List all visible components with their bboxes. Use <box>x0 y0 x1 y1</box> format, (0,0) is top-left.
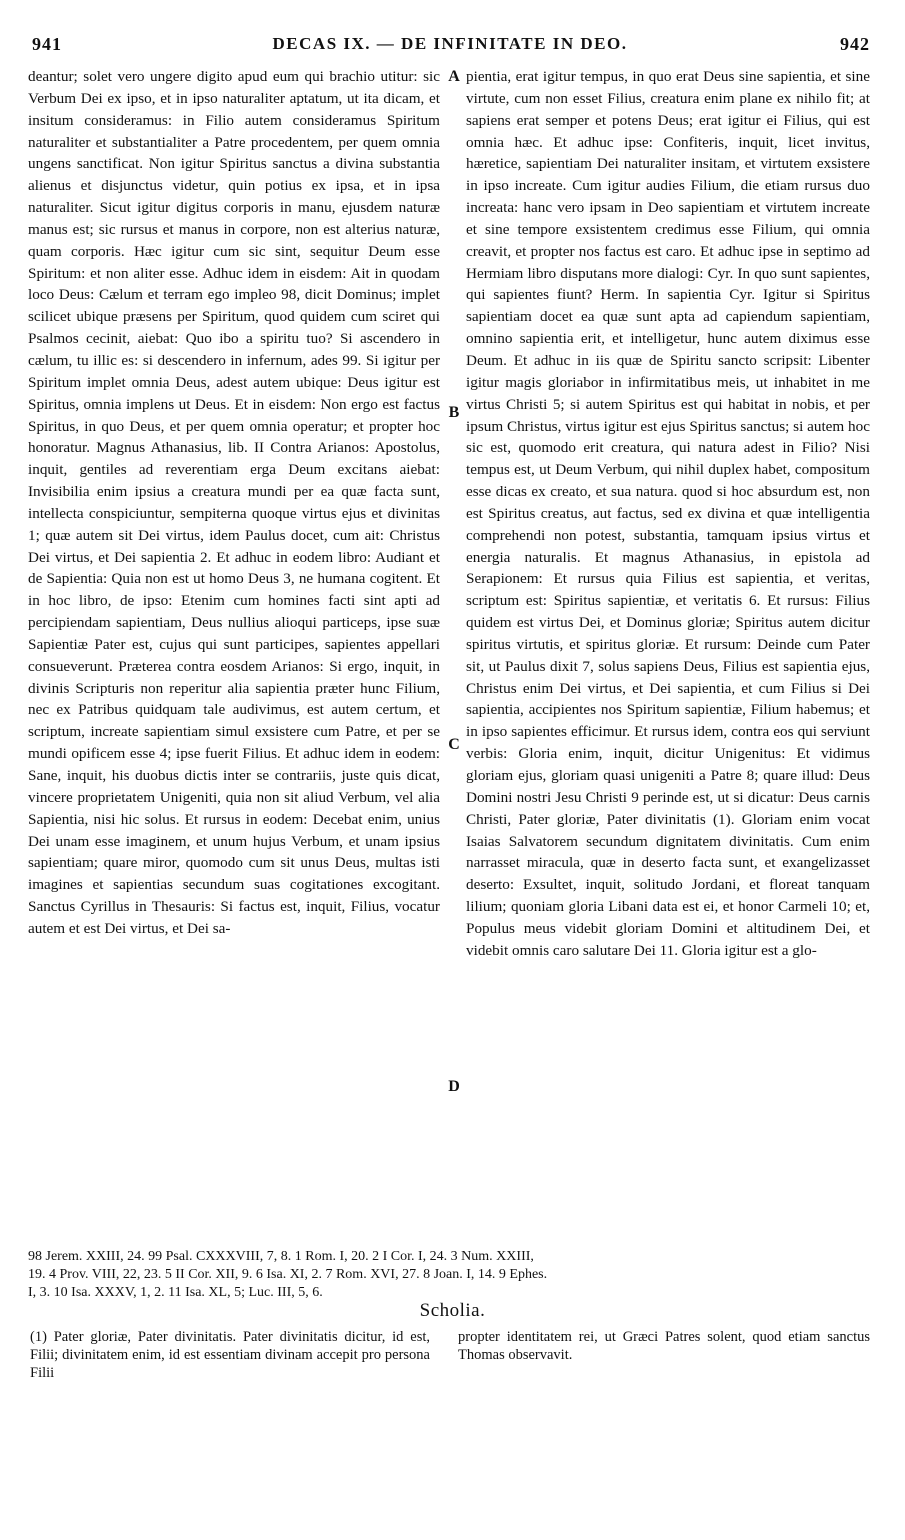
left-column-text: deantur; solet vero ungere digito apud eum qui brachio utitur: sic Verbum Dei ex ipso, et in ipso naturaliter aptatum, ut ita dicam, et insitum consideramus: in Filio autem consideramus Spiritum naturaliter et substantialiter a Patre procedentem, per quem omnia ungens sanctificat. Non igitur Spiritus sanctus a divina substantia alienus et disjunctus videtur, quin potius ex ipsa, et in ipsa naturaliter. Sicut igitur digitus corporis in manu, ejusdem naturæ manus est; sic rursus et manus in corpore, non est alterius naturæ, quam corporis. Hæc igitur cum sic sint, sequitur Deum esse Spiritum: et non aliter esse. Adhuc idem in eisdem: Ait in quodam loco Deus: Cælum et terram ego impleo 98, dicit Dominus; implet scilicet ubique præsens per Spiritum, quod quidem cum sciret qui Psalmos cecinit, aiebat: Quo ibo a spiritu tuo? Si ascendero in cælum, tu illic es: si descendero in infernum, ades 99. Si igitur per Spiritum implet omnia Deus, adest autem ubique: Deus igitur est Spiritus, omnia implens ut Deus. Et in eisdem: Non ergo est factus Spiritus, in quo Deus, et per quem omnia operatur; et propter hoc honoratur. Magnus Athanasius, lib. II Contra Arianos: Apostolus, inquit, gentiles ad reverentiam erga Deum excitans aiebat: Invisibilia enim ipsius a creatura mundi per ea quæ facta sunt, intellecta conspiciuntur, sempiterna quoque virtus ejus et divinitas 1; quæ autem sit Dei virtus, idem Paulus docet, cum ait: Christus Dei virtus, et Dei sapientia 2. Et adhuc in eodem libro: Audiant et de Sapientia: Quia non est ut homo Deus 3, ne humana cogitent. Et in hoc libro, de ipso: Etenim cum homines facti sint apti ad percipiendam sapientiam, Deus nullius alioqui particeps, ipse suæ Sapientiæ Pater est, cujus qui sunt participes, sapientes appellari consueverunt. Præterea contra eosdem Arianos: Si ergo, inquit, in divinis Scripturis non reperitur alia sapientia præter hunc Filium, nec ex Patribus quidquam tale audivimus, est autem certum, et scriptum, increate sapientiam simul exsistere cum Patre, et per se mundi opificem esse 4; ipse fuerit Filius. Et adhuc idem in eodem: Sane, inquit, his duobus dictis inter se contrariis, juste quis dicat, vincere proprietatem Unigeniti, quia non sit aliud Verbum, vel alia Sapientia, nisi hic solus. Et rursus in eodem: Decebat enim, unius Dei unam esse imaginem, et unum hujus Verbum, et unam ipsius sapientiam; quare miror, quomodo cum sit unus Deus, multas isti imagines et sapientias secundum suas cogitationes excogitant. Sanctus Cyrillus in Thesauris: Si factus est, inquit, Filius, vocatur autem et est Dei virtus, et Dei sa- <box>28 68 440 937</box>
scholia-right-text: propter identitatem rei, ut Græci Patres solent, quod etiam sanctus Thomas observavit. <box>458 1329 870 1363</box>
running-header <box>30 34 870 58</box>
scholia-left-text: (1) Pater gloriæ, Pater divinitatis. Pater divinitatis dicitur, id est, Filii; divinitatem enim, id est essentiam divinam accepit pro persona Filii <box>30 1329 430 1381</box>
page-number-right: 942 <box>840 34 870 54</box>
margin-marker-a: A <box>448 68 460 85</box>
left-column <box>28 66 440 940</box>
scholia-title: Scholia. <box>419 1300 486 1321</box>
right-column-text: pientia, erat igitur tempus, in quo erat Deus sine sapientia, et sine virtute, cum non esset Filius, creatura enim plane ex nihilo fit; at sapiens erat semper et potens Deus; erat igitur ei Filius, qui est omnia hæc. Et adhuc ipse: Confiteris, inquit, licet invitus, hæretice, sapientiam Dei naturaliter insitam, et virtutem exsistere in ipso increate. Cum igitur audies Filium, die etiam rursus duo increata: hanc vero ipsam in Deo sapientiam et virtutem increate et sine tempore exsistentem credimus esse Filium, qui omnia creavit, et propter nos factus est caro. Et adhuc ipse in septimo ad Hermiam libro disputans more dialogi: Cyr. In quo sunt sapientes, qui sapientes fiunt? Herm. In sapientia Cyr. Igitur si Spiritus sapientiam docet ea quæ sunt apta ad capiendum sapientiam, omnino sapientia erit, et intelligetur, hunc autem diximus esse Deum. Et adhuc in iis quæ de Spiritu sancto scripsit: Libenter igitur magis gloriabor in infirmitatibus meis, ut inhabitet in me virtus Christi 5; si autem Spiritus est qui habitat in nobis, et per ipsum Christus, virtus igitur est ejus Spiritus sanctus; si autem hoc sic est, quomodo erit creatura, qui natura adest in Filio? Nisi tempus est, ut Deum Verbum, qui nihil duplex habet, compositum esse dicas ex creato, et sua natura. quod si hoc absurdum est, non est Spiritus creatus, aut factus, sed ex divina et quæ intelligentia comprehendi non potest, substantia, tamquam ipsius virtus et energia naturalis. Et magnus Athanasius, in epistola ad Serapionem: Et rursus quia Filius est sapientia, et veritas, scriptum est: Spiritus sapientiæ, et veritatis 6. Et rursus: Filius quidem est virtus Dei, et Dominus gloriæ; Spiritus autem dicitur spiritus virtutis, et spiritus gloriæ. Et rursum: Deinde cum Pater sit, ut Paulus dixit 7, solus sapiens Deus, Filius est sapientia ejus, Christus enim Dei virtus, et Dei sapientia, et cum Filius si Dei sapientia, accipientes nos Spiritum sapientiæ, Filium habemus; et in ipso sapientes efficimur. Et rursus idem, contra eos qui serviunt verbis: Gloria enim, inquit, dicitur Unigenitus: Et vidimus gloriam ejus, gloriam quasi unigeniti a Patre 8; quare illud: Deus Domini nostri Jesu Christi 9 perinde est, ut si dicatur: Deus carnis Christi, Pater gloriæ, Pater divinitatis (1). Gloriam enim vocat Isaias Salvatorem secundum dignitatem divinitatis. Cum enim narrasset miracula, quæ in deserto facta sunt, et exangelizasset deserto: Exsultet, inquit, solitudo Jordani, et floreat tanquam lilium; quoniam gloria Libani data est ei, et honor Carmeli 10; et, Populus meus videbit gloriam Domini et altitudinem Dei, et videbit omnis caro salutare Dei 11. Gloria igitur est a glo- <box>466 68 870 959</box>
footnotes <box>28 1248 870 1302</box>
footnote-line: I, 3. 10 Isa. XXXV, 1, 2. 11 Isa. XL, 5; Luc. III, 5, 6. <box>28 1285 323 1300</box>
footnote-line: 19. 4 Prov. VIII, 22, 23. 5 II Cor. XII, 9. 6 Isa. XI, 2. 7 Rom. XVI, 27. 8 Joan. I, 14. 9 Ephes. <box>28 1267 548 1282</box>
margin-marker-d: D <box>448 1078 460 1095</box>
margin-marker-b: B <box>448 404 460 421</box>
page-number-left: 941 <box>32 34 62 54</box>
footnote-line: 98 Jerem. XXIII, 24. 99 Psal. CXXXVIII, 7, 8. 1 Rom. I, 20. 2 I Cor. I, 24. 3 Num. XXIII, <box>28 1249 534 1264</box>
running-title: DECAS IX. — DE INFINITATE IN DEO. <box>272 34 628 53</box>
right-column <box>466 66 870 962</box>
margin-marker-c: C <box>448 736 460 753</box>
